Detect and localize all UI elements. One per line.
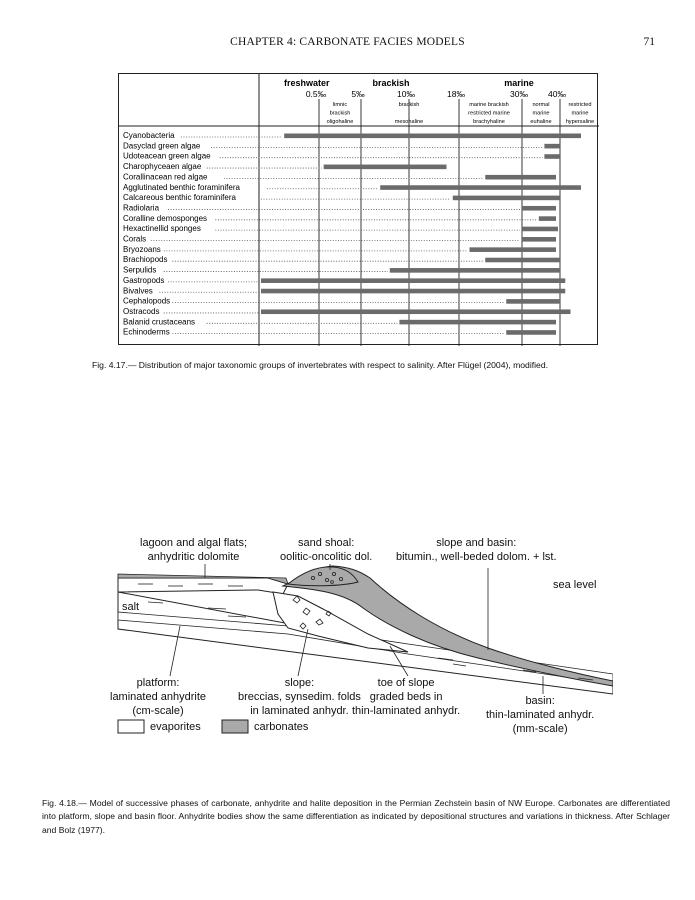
page-number: 71 <box>643 36 655 48</box>
taxon-label: Balanid crustaceans <box>123 317 196 327</box>
chapter-title: CHAPTER 4: CARBONATE FACIES MODELS <box>230 36 465 48</box>
taxon-range-bar <box>506 299 560 304</box>
subzone-label-limnic: limnic <box>332 102 348 108</box>
salinity-tick-label: 40‰ <box>548 89 566 99</box>
subzone-label-brackish: mesohaline <box>394 119 424 125</box>
taxon-range-bar <box>544 144 560 149</box>
figure-4-17-caption: Fig. 4.17.— Distribution of major taxonomic groups of invertebrates with respect to salinity. After Flügel (2004), modified. <box>92 360 548 370</box>
taxon-range-bar <box>470 247 557 252</box>
shoal-label: sand shoal: oolitic-oncolitic dol. <box>280 537 373 563</box>
zone-marine: marine <box>504 78 534 88</box>
taxon-label: Cephalopods <box>123 296 171 306</box>
taxon-label: Ostracods <box>123 306 160 316</box>
taxon-label: Bivalves <box>123 286 153 296</box>
taxon-label: Serpulids <box>123 265 157 275</box>
taxon-range-bar <box>284 134 581 139</box>
legend-carbonates-label: carbonates <box>254 721 309 733</box>
subzone-label-marine-brackish: restricted marine <box>468 110 510 117</box>
taxon-label: Calcareous benthic foraminifera <box>123 193 236 203</box>
taxon-range-bar <box>522 227 558 232</box>
taxon-label: Cyanobacteria <box>123 131 175 140</box>
salinity-tick-label: 10‰ <box>397 89 415 99</box>
subzone-label-normal-marine: marine <box>532 110 550 117</box>
basin-label: basin: thin-laminated anhydr. (mm-scale) <box>486 695 595 735</box>
salinity-tick-label: 0.5‰ <box>305 89 327 99</box>
platform-evaporite <box>118 578 288 594</box>
figure-4-18-caption: Fig. 4.18.— Model of successive phases of carbonate, anhydrite and halite deposition in the Permian Zechstein basin of NW Europe. Carbonates are differentiated into platform, slope and basin floor. Anhydrite bodies show the same differentiation as indicated by depositional structures and variations in thickness. After Schlager and Bolz (1977). <box>42 798 670 835</box>
legend-carbonates-swatch <box>222 720 248 733</box>
legend-evaporites-label: evaporites <box>150 721 201 733</box>
subzone-label-limnic: oligohaline <box>326 119 354 125</box>
zechstein-basin-diagram <box>108 534 613 744</box>
taxon-label: Hexactinellid sponges <box>123 224 201 234</box>
zone-freshwater: freshwater <box>284 78 330 88</box>
subzone-label-restricted-marine: restricted <box>568 102 592 108</box>
subzone-label-normal-marine: normal <box>532 102 550 108</box>
platform-label: platform: laminated anhydrite (cm-scale) <box>110 677 207 717</box>
taxon-range-bar <box>261 278 565 283</box>
salinity-distribution-figure <box>118 73 598 345</box>
taxon-range-bar <box>399 320 556 325</box>
taxon-range-bar <box>324 165 447 170</box>
taxon-label: Coralline demosponges <box>123 213 208 223</box>
taxon-range-bar <box>539 216 556 221</box>
sea-level-label: sea level <box>553 579 597 591</box>
slope-label: slope: breccias, synsedim. folds in laminated anhydr. <box>238 677 361 717</box>
taxon-range-bar <box>453 196 560 201</box>
toe-of-slope-label: toe of slope graded beds in thin-laminated anhydr. <box>352 677 461 717</box>
salinity-tick-label: 5‰ <box>351 89 365 99</box>
zone-brackish: brackish <box>372 78 410 88</box>
taxon-range-bar <box>485 175 556 180</box>
slope-basin-label: slope and basin: bitumin., well-beded dolom. + lst. <box>396 537 557 563</box>
salinity-chart <box>119 74 599 346</box>
taxon-range-bar <box>544 154 560 159</box>
subzone-label-marine-brackish: marine brackish <box>469 102 509 108</box>
taxon-label: Gastropods <box>123 275 165 285</box>
taxon-label: Charophyceaen algae <box>123 162 202 172</box>
subzone-label-limnic: brackish <box>329 110 351 117</box>
taxon-range-bar <box>380 185 581 190</box>
subzone-label-normal-marine: euhaline <box>530 119 552 125</box>
taxon-label: Echinoderms <box>123 327 170 337</box>
taxon-range-bar <box>261 289 565 294</box>
taxon-label: Dasyclad green algae <box>123 141 201 151</box>
taxon-range-bar <box>522 206 556 211</box>
salinity-tick-label: 30‰ <box>510 89 528 99</box>
taxon-range-bar <box>506 330 556 335</box>
taxon-label: Bryozoans <box>123 244 161 254</box>
lagoon-label: lagoon and algal flats; anhydritic dolomite <box>140 537 248 563</box>
taxon-range-bar <box>390 268 560 273</box>
taxon-range-bar <box>261 309 571 314</box>
subzone-label-restricted-marine: marine <box>571 110 589 117</box>
subzone-label-restricted-marine: hypersaline <box>565 119 595 125</box>
taxon-label: Agglutinated benthic foraminifera <box>123 182 240 192</box>
salinity-tick-label: 18‰ <box>447 89 465 99</box>
subzone-label-brackish: brackish <box>398 102 420 108</box>
taxon-label: Corals <box>123 234 147 244</box>
taxon-range-bar <box>485 258 560 263</box>
taxon-label: Brachiopods <box>123 255 168 265</box>
taxon-label: Udoteacean green algae <box>123 151 211 161</box>
subzone-label-marine-brackish: brachyhaline <box>473 119 505 125</box>
taxon-range-bar <box>522 237 556 242</box>
taxon-label: Radiolaria <box>123 203 160 213</box>
running-header <box>0 36 695 52</box>
taxon-label: Corallinacean red algae <box>123 172 208 182</box>
legend-evaporites-swatch <box>118 720 144 733</box>
salt-label: salt <box>122 601 140 613</box>
